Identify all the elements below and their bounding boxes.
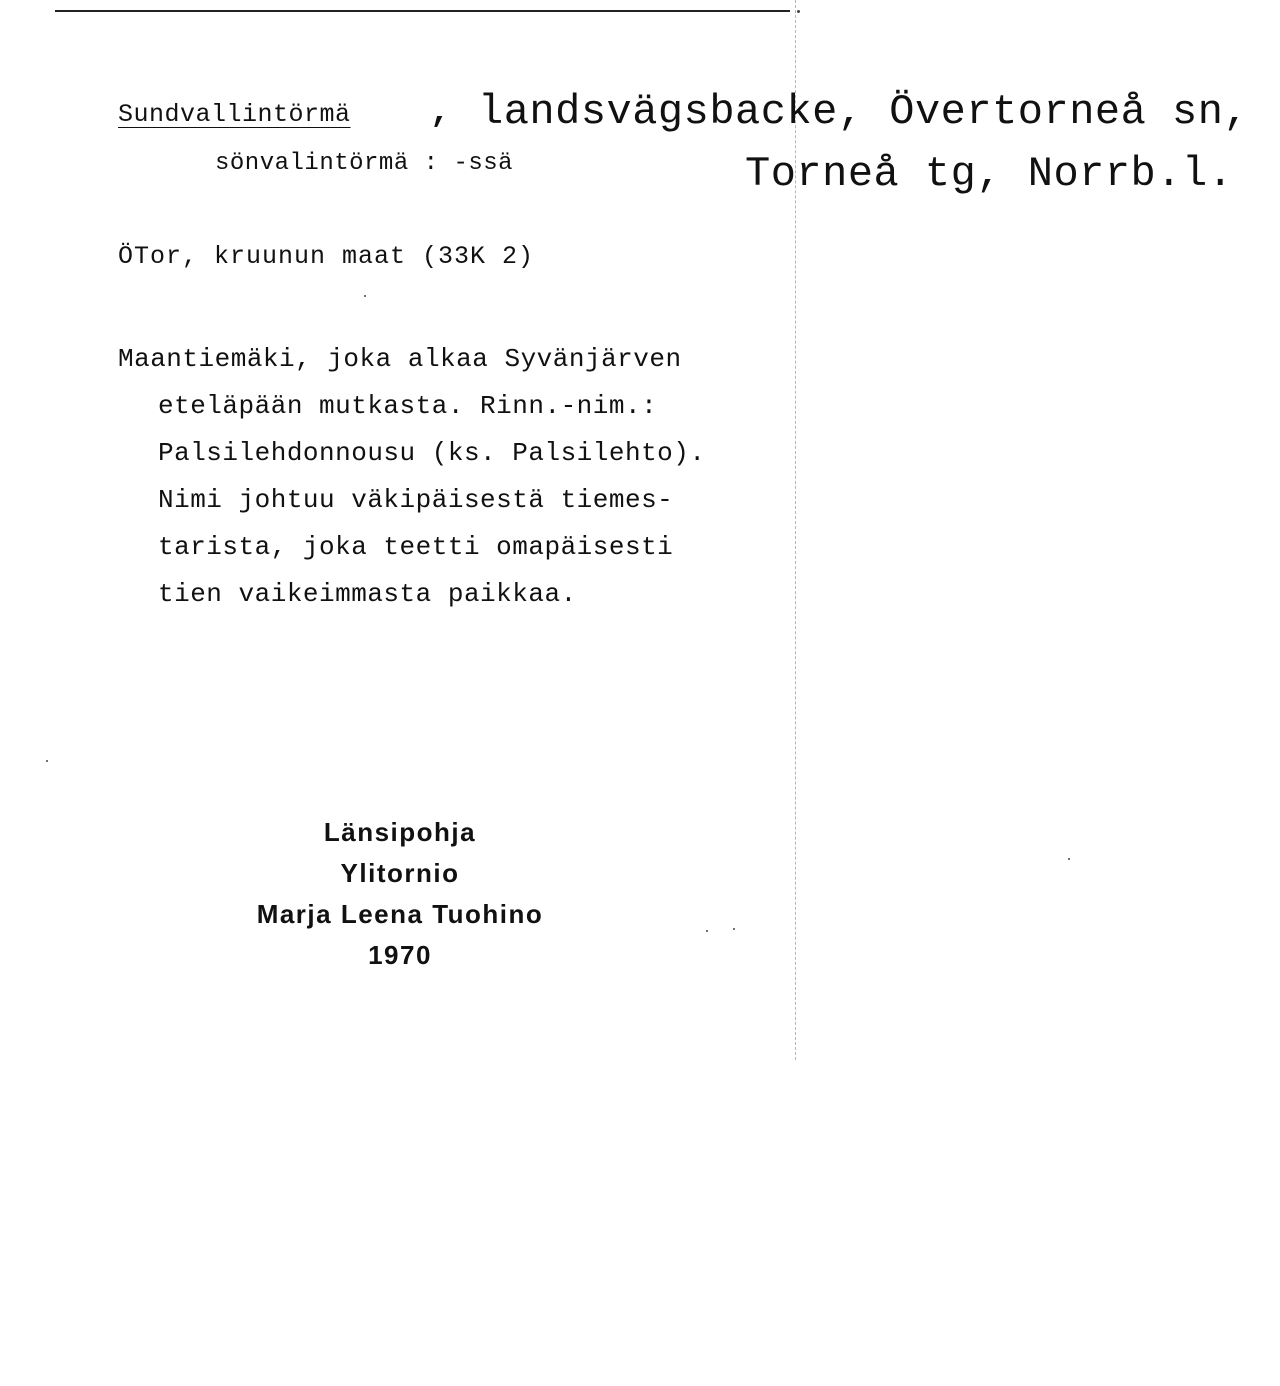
swedish-description-line2: Torneå tg, Norrb.l. — [745, 150, 1234, 198]
headword: Sundvallintörmä — [118, 100, 351, 129]
description-line: Nimi johtuu väkipäisestä tiemes- — [158, 485, 674, 515]
headword-comma: , — [430, 94, 451, 132]
ink-speck — [364, 295, 366, 297]
collector-stamp — [225, 812, 575, 976]
ink-speck — [706, 930, 708, 932]
stamp-collector: Marja Leena Tuohino — [256, 899, 544, 929]
ink-speck — [797, 10, 800, 13]
stamp-region: Länsipohja — [323, 817, 477, 847]
description-line: tien vaikeimmasta paikkaa. — [158, 579, 577, 609]
top-rule — [55, 10, 790, 12]
ink-speck — [1068, 858, 1070, 860]
stamp-parish: Ylitornio — [340, 858, 460, 888]
ink-speck — [46, 760, 48, 762]
stamp-year: 1970 — [368, 940, 432, 970]
description — [118, 336, 706, 618]
pronunciation: sönvalintörmä : -ssä — [215, 150, 514, 177]
location-reference: ÖTor, kruunun maat (33K 2) — [118, 242, 535, 271]
description-line: eteläpään mutkasta. Rinn.-nim.: — [158, 391, 658, 421]
description-line: Palsilehdonnousu (ks. Palsilehto). — [158, 438, 706, 468]
description-line: tarista, joka teetti omapäisesti — [158, 532, 674, 562]
swedish-description-line1: landsvägsbacke, Övertorneå sn, — [478, 88, 1250, 136]
ink-speck — [733, 928, 735, 930]
description-line: Maantiemäki, joka alkaa Syvänjärven — [118, 344, 682, 374]
